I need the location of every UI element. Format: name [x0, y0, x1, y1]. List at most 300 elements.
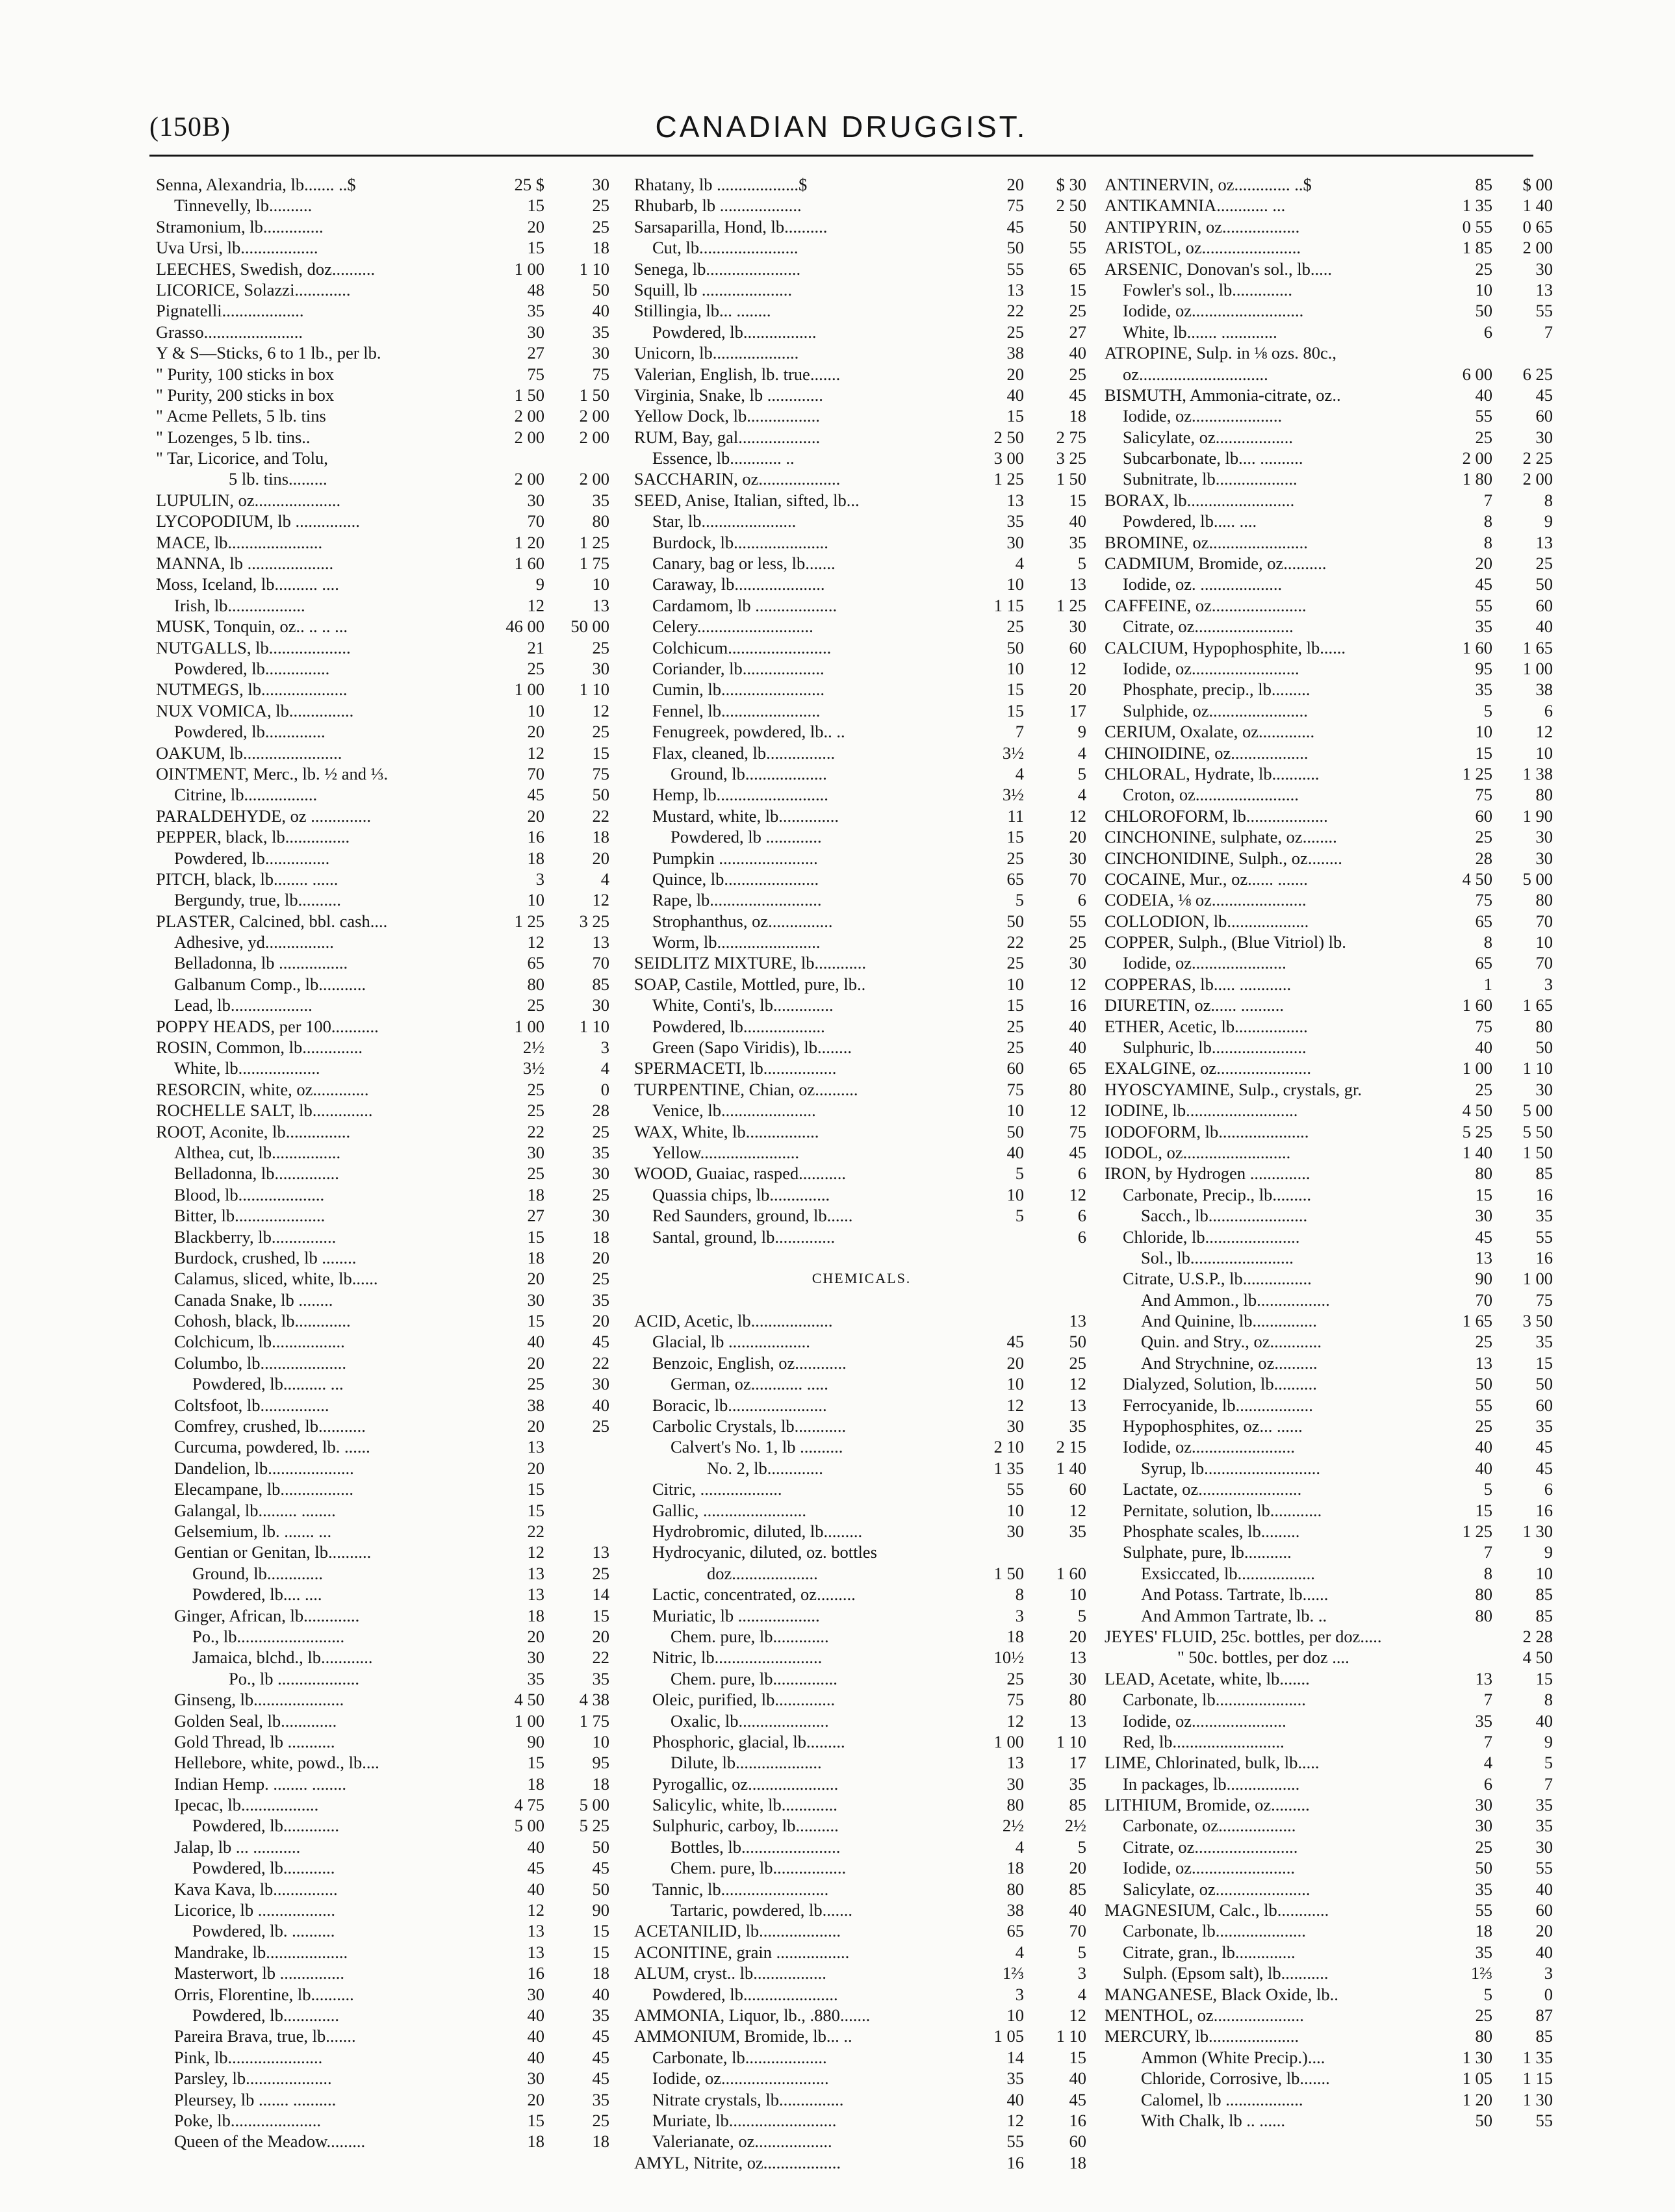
- price-row: [1105, 1100, 1553, 1121]
- price-high: 7: [1544, 1773, 1553, 1794]
- price-low: 75: [1006, 196, 1024, 216]
- price-high: 35: [1069, 1416, 1086, 1436]
- price-row: [634, 174, 1089, 195]
- price-low: 1⅔: [1002, 1963, 1024, 1983]
- price-row: [1105, 1773, 1553, 1794]
- price-low: 7: [1483, 1731, 1492, 1751]
- price-high: 15: [592, 1942, 609, 1962]
- price-low: 50: [1475, 1374, 1492, 1394]
- item-name: Powdered, lb......................: [652, 1984, 838, 2004]
- price-row: [156, 2110, 607, 2131]
- price-high: 12: [1069, 1184, 1086, 1204]
- item-name: MAGNESIUM, Calc., lb............: [1105, 1900, 1329, 1920]
- item-name: NUTMEGS, lb....................: [156, 680, 348, 700]
- price-low: 95: [1475, 658, 1492, 678]
- price-low: 1⅔: [1470, 1963, 1492, 1983]
- item-name: ANTIPYRIN, oz..................: [1105, 216, 1300, 236]
- item-name: Powdered, lb...............: [174, 848, 330, 868]
- item-name: Powdered, lb............: [192, 1858, 335, 1878]
- item-name: Subnitrate, lb...................: [1123, 469, 1298, 489]
- price-high: 6: [1544, 700, 1553, 720]
- price-low: 25: [527, 1079, 544, 1099]
- price-high: $ 00: [1522, 175, 1553, 194]
- price-low: 18: [1006, 1626, 1024, 1646]
- price-high: 55: [1069, 911, 1086, 931]
- item-name: Dilute, lb....................: [671, 1753, 822, 1773]
- price-high: 8: [1544, 490, 1553, 510]
- price-row: [634, 1037, 1089, 1058]
- price-row: [634, 1752, 1089, 1773]
- item-name: Stillingia, lb... ........: [634, 301, 771, 321]
- price-low: 55: [1475, 1900, 1492, 1920]
- price-low: 25: [1006, 322, 1024, 342]
- price-low: 20: [1006, 175, 1024, 194]
- price-row: [156, 700, 607, 721]
- price-row: [156, 1436, 607, 1457]
- price-high: 10: [1535, 932, 1553, 952]
- price-row: [1105, 1247, 1553, 1268]
- price-low: 50: [1006, 911, 1024, 931]
- item-name: Cardamom, lb ...................: [652, 595, 838, 615]
- item-name: SOAP, Castile, Mottled, pure, lb..: [634, 974, 866, 994]
- price-high: 16: [1535, 1247, 1553, 1267]
- price-low: 35: [1475, 680, 1492, 700]
- price-high: 60: [1069, 637, 1086, 657]
- item-name: Pareira Brava, true, lb.......: [174, 2026, 356, 2046]
- price-row: [634, 1142, 1089, 1163]
- item-name: 5 lb. tins.........: [229, 469, 327, 489]
- price-high: 25: [592, 196, 609, 216]
- price-row: [634, 721, 1089, 742]
- item-name: Chem. pure, lb.............: [671, 1626, 829, 1646]
- price-row: [156, 490, 607, 511]
- item-name: Burdock, lb......................: [652, 532, 828, 552]
- price-row: [634, 932, 1089, 952]
- item-name: ARSENIC, Donovan's sol., lb.....: [1105, 259, 1333, 279]
- price-row: [1105, 1500, 1553, 1521]
- price-high: 30: [592, 1163, 609, 1184]
- price-low: 1 00: [993, 1731, 1024, 1751]
- price-high: 25: [592, 1416, 609, 1436]
- price-row: [156, 1942, 607, 1963]
- price-high: 13: [592, 595, 609, 615]
- price-low: 10: [1006, 1100, 1024, 1121]
- price-row: [634, 427, 1089, 448]
- item-name: Carbonate, lb.....................: [1123, 1690, 1306, 1710]
- price-row: [1105, 1626, 1553, 1647]
- price-row: [1105, 1353, 1553, 1373]
- price-high: 3 25: [1056, 448, 1086, 468]
- item-name: Lead, lb...................: [174, 995, 313, 1015]
- price-high: 30: [1535, 848, 1553, 868]
- price-high: 35: [592, 2005, 609, 2025]
- item-name: MENTHOL, oz.....................: [1105, 2005, 1304, 2025]
- price-low: 8: [1483, 1563, 1492, 1583]
- page-header: [149, 109, 1533, 148]
- price-row: [634, 1205, 1089, 1226]
- price-low: 25: [1006, 1668, 1024, 1688]
- price-low: 4: [1015, 763, 1024, 783]
- price-low: 12: [1006, 1395, 1024, 1415]
- price-high: 1 75: [579, 553, 609, 574]
- price-high: 60: [1535, 1900, 1553, 1920]
- price-row: [156, 322, 607, 342]
- price-row: [156, 216, 607, 237]
- item-name: Jalap, lb ... ...........: [174, 1837, 301, 1857]
- price-low: 9: [535, 574, 544, 594]
- price-low: 15: [527, 1479, 544, 1499]
- item-name: And Quinine, lb...............: [1141, 1311, 1317, 1331]
- price-row: [156, 848, 607, 869]
- price-low: 14: [1006, 2047, 1024, 2067]
- item-name: Iodide, oz......................: [1123, 953, 1286, 973]
- price-high: 1 25: [1056, 595, 1086, 615]
- price-low: 1 20: [1462, 2089, 1492, 2109]
- item-name: Powdered, lb.... ....: [192, 1584, 322, 1605]
- item-name: Gelsemium, lb. ....... ...: [174, 1521, 332, 1541]
- price-high: 75: [1069, 1121, 1086, 1141]
- price-row: [634, 952, 1089, 973]
- price-high: 0: [600, 1079, 609, 1099]
- price-high: 10: [592, 1731, 609, 1751]
- price-high: 18: [1069, 406, 1086, 426]
- item-name: Citrate, oz.......................: [1123, 617, 1294, 637]
- section-title: CHEMICALS.: [812, 1270, 912, 1287]
- price-low: 12: [527, 1542, 544, 1562]
- item-name: Galbanum Comp., lb...........: [174, 974, 366, 994]
- price-high: 80: [1535, 1016, 1553, 1036]
- item-name: Tannic, lb.........................: [652, 1879, 829, 1899]
- price-low: 18: [527, 1247, 544, 1267]
- price-row: [156, 806, 607, 826]
- price-high: 1 75: [579, 1710, 609, 1731]
- item-name: Caraway, lb.....................: [652, 574, 825, 594]
- price-low: 4: [1015, 1942, 1024, 1962]
- price-row: [634, 385, 1089, 405]
- price-row: [634, 1416, 1089, 1436]
- price-high: 4 50: [1522, 1647, 1553, 1668]
- price-row: [156, 1479, 607, 1499]
- price-low: 25: [1006, 617, 1024, 637]
- price-row: [1105, 1815, 1553, 1836]
- price-low: 1 25: [1462, 763, 1492, 783]
- price-row: [156, 448, 607, 468]
- price-low: 1 15: [993, 595, 1024, 615]
- price-row: [156, 259, 607, 279]
- item-name: Masterwort, lb ...............: [174, 1963, 345, 1983]
- price-row: [634, 1647, 1089, 1668]
- item-name: NUX VOMICA, lb...............: [156, 700, 354, 720]
- price-low: 40: [1475, 1458, 1492, 1478]
- item-name: Sulphuric, carboy, lb..........: [652, 1816, 839, 1836]
- price-row: [156, 1794, 607, 1815]
- price-row: [156, 679, 607, 700]
- price-row: [634, 1436, 1089, 1457]
- price-low: 13: [1006, 1753, 1024, 1773]
- price-high: 30: [592, 1374, 609, 1394]
- price-high: 1 38: [1522, 763, 1553, 783]
- price-row: [1105, 216, 1553, 237]
- price-high: 16: [1535, 1184, 1553, 1204]
- item-name: ANTINERVIN, oz............. ..$: [1105, 175, 1312, 194]
- item-name: Fenugreek, powdered, lb.. ..: [652, 722, 845, 742]
- price-row: [156, 1500, 607, 1521]
- item-name: White, lb...................: [174, 1058, 320, 1078]
- price-row: [156, 1416, 607, 1436]
- price-row: [1105, 1016, 1553, 1037]
- price-row: [634, 195, 1089, 216]
- item-name: TURPENTINE, Chian, oz..........: [634, 1079, 858, 1099]
- price-row: [1105, 911, 1553, 932]
- price-row: [634, 679, 1089, 700]
- item-name: Quin. and Stry., oz............: [1141, 1332, 1322, 1352]
- price-high: 1 90: [1522, 806, 1553, 826]
- price-low: 1 00: [514, 259, 544, 279]
- item-name: SEED, Anise, Italian, sifted, lb...: [634, 490, 860, 510]
- item-name: Valerianate, oz..................: [652, 2131, 832, 2152]
- price-high: 45: [592, 2068, 609, 2089]
- price-low: 5: [1015, 1163, 1024, 1184]
- price-low: 80: [1006, 1795, 1024, 1815]
- price-low: 65: [1475, 953, 1492, 973]
- price-row: [156, 1058, 607, 1078]
- item-name: MUSK, Tonquin, oz.. .. .. ...: [156, 617, 348, 637]
- price-low: 70: [1475, 1290, 1492, 1310]
- item-name: Red Saunders, ground, lb......: [652, 1206, 853, 1226]
- price-low: 10½: [993, 1647, 1024, 1668]
- price-row: [1105, 1227, 1553, 1247]
- price-row: [1105, 1163, 1553, 1184]
- price-high: 20: [1069, 680, 1086, 700]
- price-row: [156, 952, 607, 973]
- price-low: 80: [1475, 2026, 1492, 2046]
- price-high: 4: [600, 869, 609, 889]
- item-name: Gallic, ........................: [652, 1500, 806, 1520]
- price-high: 70: [1535, 953, 1553, 973]
- price-high: 2 00: [1522, 238, 1553, 258]
- price-high: 35: [592, 1290, 609, 1310]
- price-low: 3½: [522, 1058, 544, 1078]
- price-row: [156, 1268, 607, 1289]
- item-name: CERIUM, Oxalate, oz.............: [1105, 722, 1315, 742]
- item-name: Quassia chips, lb..............: [652, 1184, 830, 1204]
- price-high: 35: [592, 1142, 609, 1162]
- item-name: Chloride, lb......................: [1123, 1227, 1300, 1247]
- price-high: 1 10: [1056, 2026, 1086, 2046]
- price-low: 20: [527, 1416, 544, 1436]
- price-high: 20: [592, 1626, 609, 1646]
- price-high: 22: [592, 806, 609, 826]
- price-row: [634, 637, 1089, 658]
- price-low: 50: [1006, 238, 1024, 258]
- price-high: 15: [1069, 2047, 1086, 2067]
- price-row: [1105, 490, 1553, 511]
- price-row: [156, 911, 607, 932]
- item-name: CINCHONIDINE, Sulph., oz........: [1105, 848, 1342, 868]
- price-low: 25: [1006, 1016, 1024, 1036]
- price-row: [634, 1563, 1089, 1584]
- price-high: 45: [592, 1332, 609, 1352]
- price-low: 11: [1007, 806, 1024, 826]
- item-name: Exsiccated, lb..................: [1141, 1563, 1315, 1583]
- price-row: [634, 826, 1089, 847]
- item-name: " Purity, 100 sticks in box: [156, 364, 335, 384]
- price-low: 7: [1483, 490, 1492, 510]
- item-name: BROMINE, oz.......................: [1105, 532, 1308, 552]
- price-row: [634, 1837, 1089, 1857]
- price-row: [1105, 448, 1553, 468]
- price-low: 40: [527, 2026, 544, 2046]
- price-row: [156, 2047, 607, 2068]
- item-name: ALUM, cryst.. lb.................: [634, 1963, 826, 1983]
- price-row: [156, 342, 607, 363]
- item-name: PLASTER, Calcined, bbl. cash....: [156, 911, 388, 931]
- price-low: 13: [1006, 490, 1024, 510]
- price-low: 1 05: [1462, 2068, 1492, 2089]
- price-row: [156, 1121, 607, 1142]
- price-high: 30: [592, 1206, 609, 1226]
- price-high: 5 00: [1522, 1100, 1553, 1121]
- price-high: 3: [1544, 1963, 1553, 1983]
- price-low: 1 25: [993, 469, 1024, 489]
- item-name: Carbonate, lb...................: [652, 2047, 827, 2067]
- price-row: [1105, 553, 1553, 574]
- item-name: ROOT, Aconite, lb...............: [156, 1121, 351, 1141]
- price-high: 2 50: [1056, 196, 1086, 216]
- price-row: [156, 743, 607, 763]
- price-high: 1 60: [1056, 1563, 1086, 1583]
- price-low: 1 35: [993, 1458, 1024, 1478]
- price-high: 10: [1069, 1584, 1086, 1605]
- price-row: [156, 1310, 607, 1331]
- price-row: [1105, 595, 1553, 616]
- price-row: [1105, 1689, 1553, 1710]
- item-name: Calvert's No. 1, lb ..........: [671, 1437, 843, 1457]
- price-row: [1105, 2005, 1553, 2026]
- price-high: 1 40: [1522, 196, 1553, 216]
- price-low: 1 00: [514, 1710, 544, 1731]
- price-high: 9: [1544, 1542, 1553, 1562]
- price-row: [1105, 2047, 1553, 2068]
- price-low: 20: [527, 1458, 544, 1478]
- item-name: And Ammon., lb.................: [1141, 1290, 1330, 1310]
- price-high: 55: [1069, 238, 1086, 258]
- price-high: 12: [1069, 658, 1086, 678]
- price-row: [634, 1920, 1089, 1941]
- price-low: 4 50: [514, 1690, 544, 1710]
- price-row: [634, 1079, 1089, 1100]
- item-name: Jamaica, blchd., lb............: [192, 1647, 373, 1668]
- price-low: 80: [527, 974, 544, 994]
- price-row: [156, 2026, 607, 2046]
- item-name: Curcuma, powdered, lb. ......: [174, 1437, 370, 1457]
- item-name: Valerian, English, lb. true.......: [634, 364, 841, 384]
- item-name: PITCH, black, lb........ ......: [156, 869, 339, 889]
- price-high: 10: [592, 574, 609, 594]
- item-name: Belladonna, lb...............: [174, 1163, 339, 1184]
- price-low: 25: [1475, 259, 1492, 279]
- price-high: 13: [1069, 1710, 1086, 1731]
- price-low: 1 80: [1462, 469, 1492, 489]
- price-high: 9: [1544, 1731, 1553, 1751]
- price-row: [1105, 427, 1553, 448]
- price-row: [156, 1626, 607, 1647]
- item-name: Cumin, lb........................: [652, 680, 825, 700]
- price-low: 60: [1006, 1058, 1024, 1078]
- price-row: [1105, 1310, 1553, 1331]
- price-low: 35: [1475, 1710, 1492, 1731]
- price-row: [634, 784, 1089, 805]
- price-high: 6: [1544, 1479, 1553, 1499]
- price-row: [634, 1227, 1089, 1247]
- item-name: Mandrake, lb...................: [174, 1942, 348, 1962]
- price-row: [1105, 1668, 1553, 1689]
- price-high: 25: [592, 637, 609, 657]
- price-row: [634, 490, 1089, 511]
- price-low: 20: [527, 216, 544, 236]
- price-high: 4: [1077, 1984, 1086, 2004]
- price-row: [156, 2089, 607, 2110]
- price-row: [156, 195, 607, 216]
- price-row: [1105, 848, 1553, 869]
- price-low: 65: [527, 953, 544, 973]
- item-name: Po., lb.........................: [192, 1626, 345, 1646]
- price-high: 2 25: [1522, 448, 1553, 468]
- price-row: [634, 806, 1089, 826]
- price-low: 1 85: [1462, 238, 1492, 258]
- item-name: Iodide, oz.........................: [1123, 658, 1299, 678]
- price-low: 1 50: [993, 1563, 1024, 1583]
- item-name: Squill, lb .....................: [634, 279, 792, 299]
- price-high: 35: [592, 2089, 609, 2109]
- item-name: CHINOIDINE, oz..................: [1105, 743, 1309, 763]
- price-row: [156, 1521, 607, 1542]
- item-name: MANNA, lb ....................: [156, 553, 334, 574]
- price-low: 40: [1475, 1437, 1492, 1457]
- item-name: Carbonate, oz..................: [1123, 1816, 1296, 1836]
- price-low: 30: [1475, 1206, 1492, 1226]
- price-low: 75: [1475, 785, 1492, 805]
- price-low: 3½: [1002, 785, 1024, 805]
- item-name: Canada Snake, lb ........: [174, 1290, 333, 1310]
- price-high: 35: [1535, 1416, 1553, 1436]
- price-low: 20: [527, 2089, 544, 2109]
- price-row: [1105, 405, 1553, 426]
- price-row: [1105, 1563, 1553, 1584]
- price-row: [156, 385, 607, 405]
- price-low: 48: [527, 279, 544, 299]
- item-name: Gentian or Genitan, lb..........: [174, 1542, 372, 1562]
- price-high: 8: [1544, 1690, 1553, 1710]
- price-row: [634, 2047, 1089, 2068]
- item-name: JEYES' FLUID, 25c. bottles, per doz.....: [1105, 1626, 1382, 1646]
- price-low: 2 00: [514, 427, 544, 447]
- price-row: [156, 300, 607, 321]
- item-name: SPERMACETI, lb.................: [634, 1058, 837, 1078]
- item-name: Pleursey, lb ....... ..........: [174, 2089, 337, 2109]
- price-low: 22: [527, 1521, 544, 1541]
- item-name: " Lozenges, 5 lb. tins..: [156, 427, 311, 447]
- item-name: ETHER, Acetic, lb.................: [1105, 1016, 1308, 1036]
- price-low: 55: [1475, 1395, 1492, 1415]
- price-high: 75: [592, 364, 609, 384]
- price-high: 87: [1535, 2005, 1553, 2025]
- price-low: 1 60: [514, 553, 544, 574]
- price-low: 2½: [1002, 1816, 1024, 1836]
- price-low: 35: [527, 301, 544, 321]
- price-low: 1 30: [1462, 2047, 1492, 2067]
- price-high: 30: [1535, 259, 1553, 279]
